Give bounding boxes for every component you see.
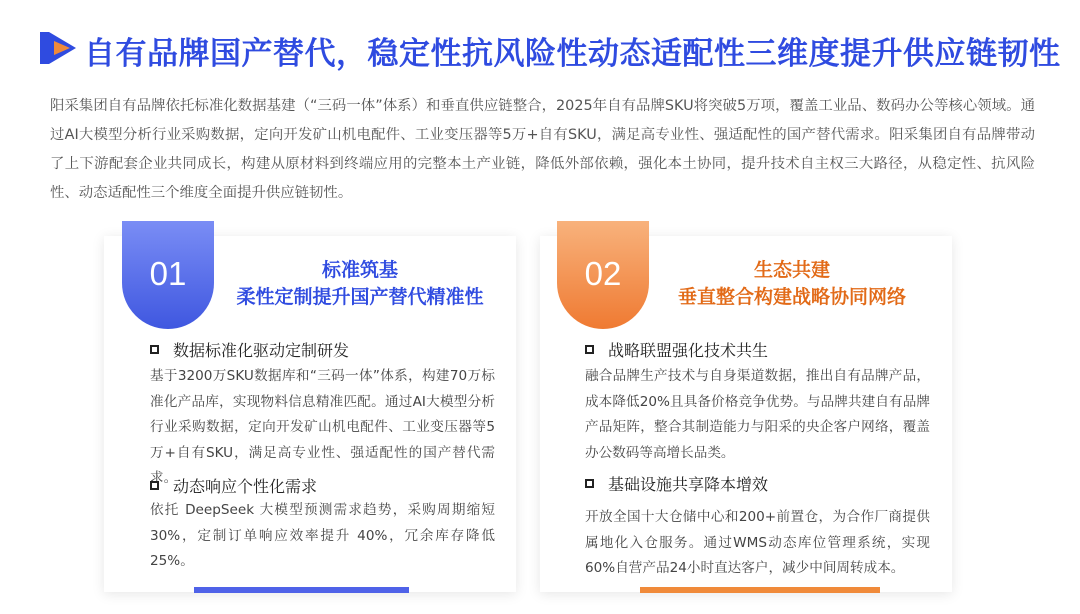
checkbox-square-icon — [585, 345, 594, 354]
card-heading-line2: 柔性定制提升国产替代精准性 — [236, 286, 484, 308]
item-title: 战略联盟强化技术共生 — [585, 338, 768, 361]
item-title: 基础设施共享降本增效 — [585, 472, 768, 495]
play-triangle-logo-icon — [40, 32, 76, 64]
item-title: 数据标准化驱动定制研发 — [150, 338, 349, 361]
card-number: 02 — [584, 255, 622, 292]
card-heading-line1: 生态共建 — [753, 259, 830, 281]
item-text: 融合品牌生产技术与自身渠道数据，推出自有品牌产品，成本降低20%且具备价格竞争优势。与品牌共建自有品牌产品矩阵，整合其制造能力与阳采的央企客户网络，覆盖办公数码等高增长品类。 — [585, 368, 930, 461]
card-heading — [642, 257, 942, 311]
item-title: 动态响应个性化需求 — [150, 474, 317, 497]
number-tab — [122, 221, 214, 329]
item-text: 开放全国十大仓储中心和200+前置仓，为合作厂商提供属地化入仓服务。通过WMS动态库位管理系统，实现60%自营产品24小时直达客户，减少中间周转成本。 — [585, 509, 930, 576]
page-title: 自有品牌国产替代，稳定性抗风险性动态适配性三维度提升供应链韧性 — [84, 36, 1061, 72]
card-accent-bar — [640, 587, 880, 593]
card-accent-bar — [194, 587, 409, 593]
item-text: 基于3200万SKU数据库和“三码一体”体系，构建70万标准化产品库，实现物料信息精准匹配。通过AI大模型分析行业采购数据，定向开发矿山机电配件、工业变压器等5万+自有SKU，满足高专业性、强适配性的国产替代需求。 — [150, 368, 495, 486]
card-number: 01 — [149, 255, 187, 292]
item-text: 依托 DeepSeek 大模型预测需求趋势，采购周期缩短30%，定制订单响应效率提升 40%，冗余库存降低25%。 — [150, 502, 495, 569]
intro-paragraph: 阳采集团自有品牌依托标准化数据基建（“三码一体”体系）和垂直供应链整合，2025年自有品牌SKU将突破5万项，覆盖工业品、数码办公等核心领域。通过AI大模型分析行业采购数据，定向开发矿山机电配件、工业变压器等5万+自有SKU，满足高专业性、强适配性的国产替代需求。阳采集团自有品牌带动了上下游配套企业共同成长，构建从原材料到终端应用的完整本土产业链，降低外部依赖，强化本土协同，提升技术自主权三大路径，从稳定性、抗风险性、动态适配性三个维度全面提升供应链韧性。 — [50, 98, 1035, 201]
card-heading-line1: 标准筑基 — [321, 259, 398, 281]
number-tab — [557, 221, 649, 329]
card-heading — [210, 257, 510, 311]
checkbox-square-icon — [585, 479, 594, 488]
card-heading-line2: 垂直整合构建战略协同网络 — [677, 286, 906, 308]
checkbox-square-icon — [150, 345, 159, 354]
checkbox-square-icon — [150, 481, 159, 490]
